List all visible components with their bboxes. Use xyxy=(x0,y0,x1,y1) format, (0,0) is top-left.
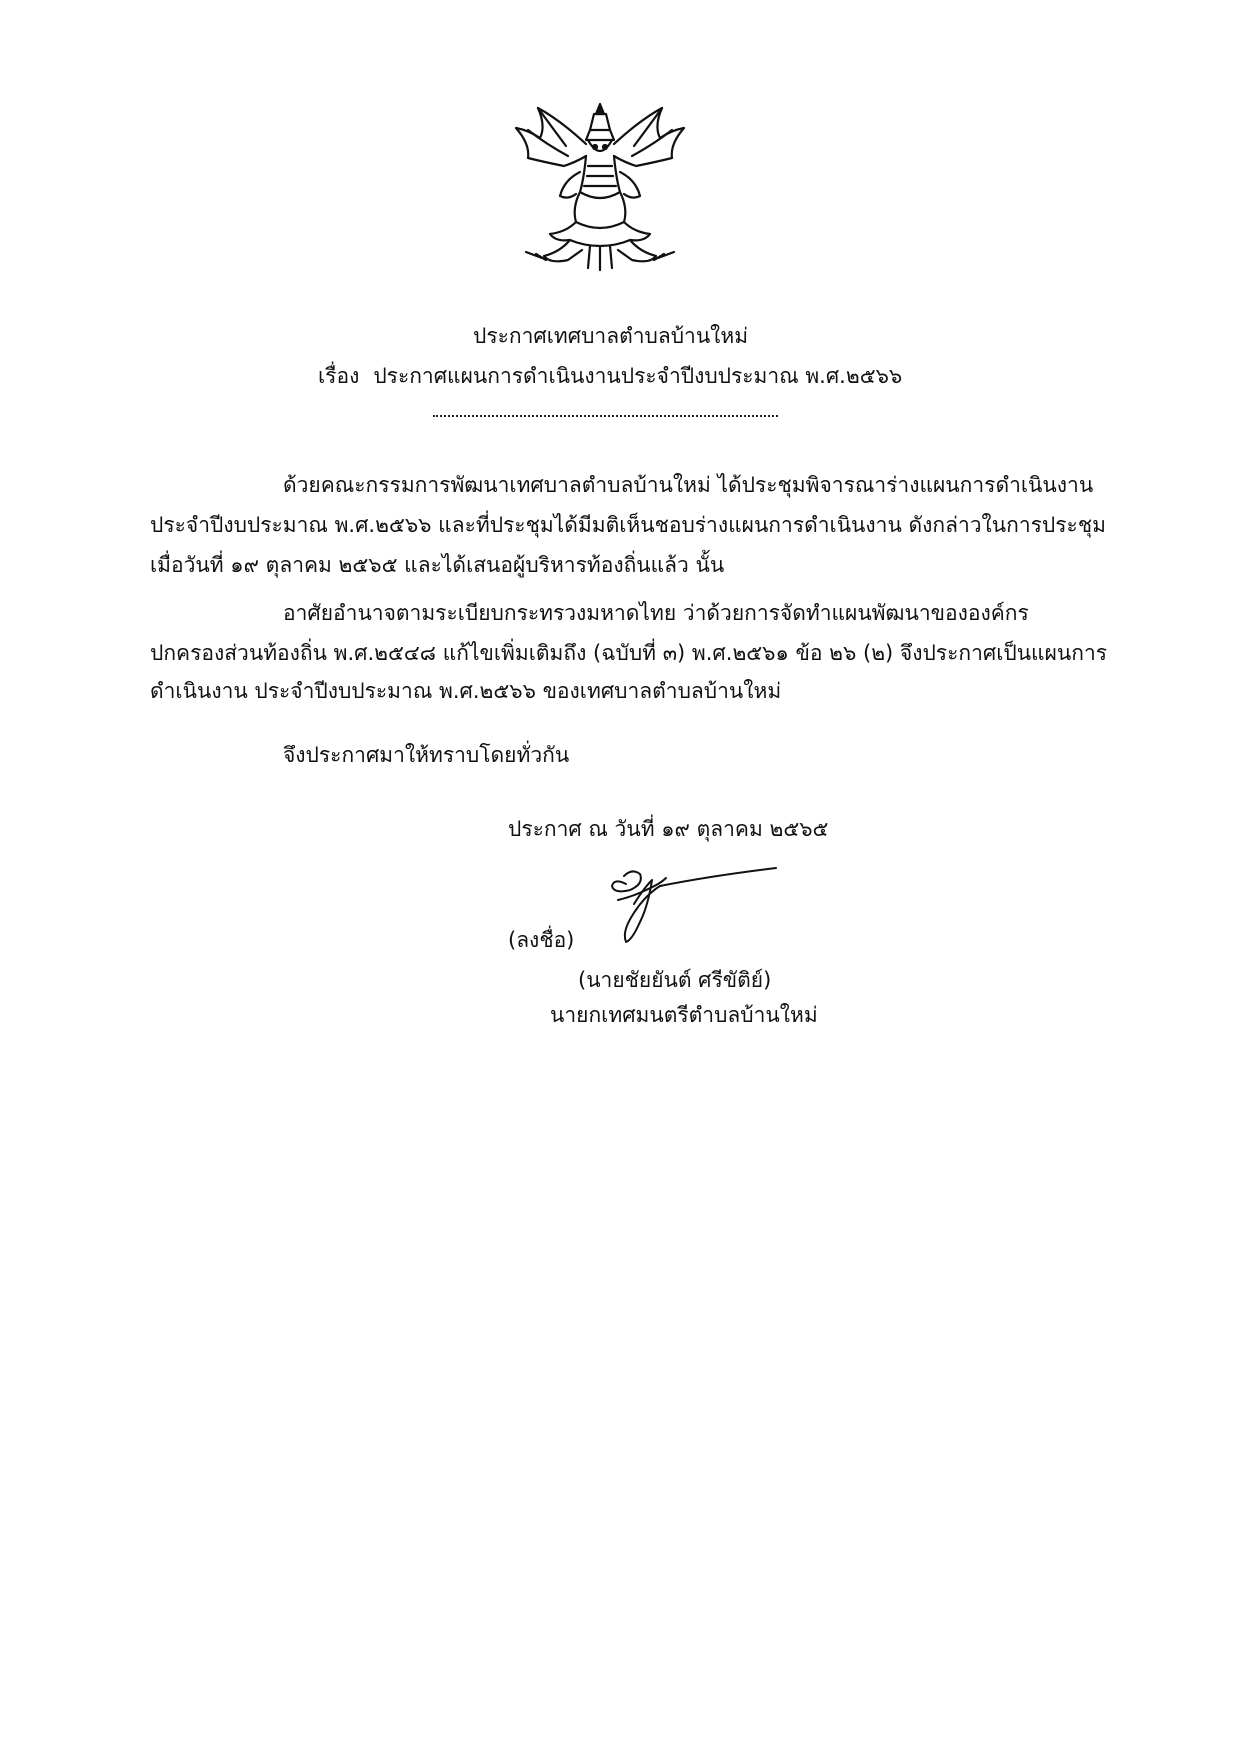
closing-statement: จึงประกาศมาให้ทราบโดยทั่วกัน xyxy=(283,743,570,767)
subject-text: ประกาศแผนการดำเนินงานประจำปีงบประมาณ พ.ศ.๒๕๖๖ xyxy=(373,364,903,388)
sign-label: (ลงชื่อ) xyxy=(508,928,575,952)
signer-name: (นายชัยยันต์ ศรีขัติย์) xyxy=(578,968,772,992)
paragraph-1-line-1: ด้วยคณะกรรมการพัฒนาเทศบาลตำบลบ้านใหม่ ได้ประชุมพิจารณาร่างแผนการดำเนินงาน xyxy=(283,473,1094,497)
subject-label: เรื่อง xyxy=(318,364,360,388)
announcement-date: ประกาศ ณ วันที่ ๑๙ ตุลาคม ๒๕๖๕ xyxy=(508,817,829,841)
announcement-title: ประกาศเทศบาลตำบลบ้านใหม่ xyxy=(473,324,749,348)
paragraph-1-line-2: ประจำปีงบประมาณ พ.ศ.๒๕๖๖ และที่ประชุมได้มีมติเห็นชอบร่างแผนการดำเนินงาน ดังกล่าวในการประชุม xyxy=(150,513,1106,537)
paragraph-2-line-3: ดำเนินงาน ประจำปีงบประมาณ พ.ศ.๒๕๖๖ ของเทศบาลตำบลบ้านใหม่ xyxy=(150,679,782,703)
handwritten-signature-icon xyxy=(600,860,800,950)
paragraph-2-line-1: อาศัยอำนาจตามระเบียบกระทรวงมหาดไทย ว่าด้วยการจัดทำแผนพัฒนาขององค์กร xyxy=(283,601,1029,625)
signer-position: นายกเทศมนตรีตำบลบ้านใหม่ xyxy=(550,1003,818,1027)
dotted-separator xyxy=(433,415,778,417)
announcement-subject xyxy=(318,361,902,391)
paragraph-2-line-2: ปกครองส่วนท้องถิ่น พ.ศ.๒๕๔๘ แก้ไขเพิ่มเติมถึง (ฉบับที่ ๓) พ.ศ.๒๕๖๑ ข้อ ๒๖ (๒) จึงประกาศเป็นแผนการ xyxy=(150,641,1108,665)
thai-garuda-emblem-icon xyxy=(510,100,690,272)
paragraph-1-line-3: เมื่อวันที่ ๑๙ ตุลาคม ๒๕๖๕ และได้เสนอผู้บริหารท้องถิ่นแล้ว นั้น xyxy=(150,553,725,577)
